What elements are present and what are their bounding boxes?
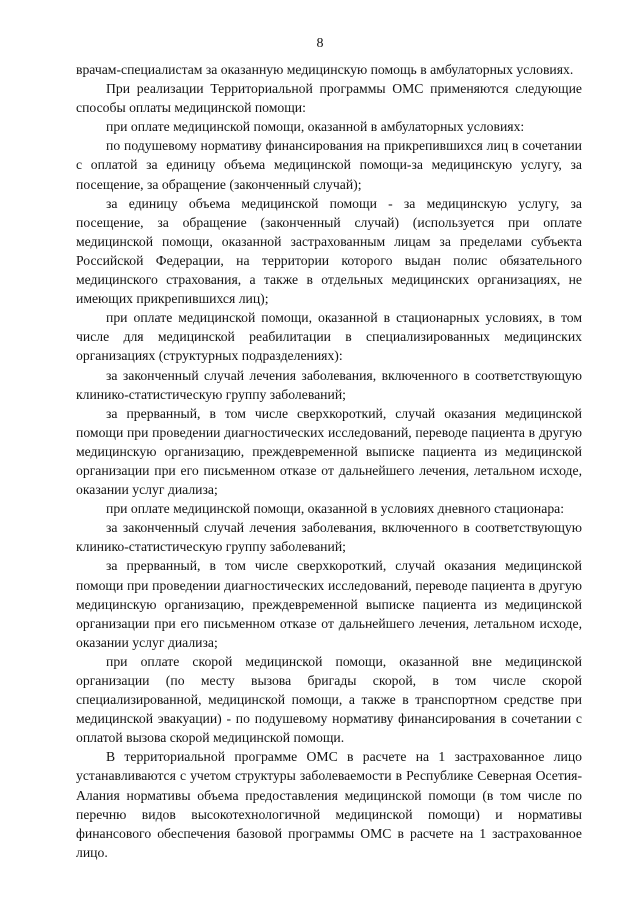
paragraph-continuation: врачам-специалистам за оказанную медицинскую помощь в амбулаторных условиях.: [76, 62, 574, 77]
paragraph-day-hospital-completed-case: за законченный случай лечения заболевания, включенного в соответствующую клинико-статистическую группу заболеваний;: [76, 520, 582, 555]
page-number: 8: [316, 36, 324, 51]
paragraph-inpatient-interrupted-case: за прерванный, в том числе сверхкороткий, случай оказания медицинской помощи при проведении диагностических исследований, переводе пациента в другую медицинскую организацию, преждевременной выписке пациента из медицинской организации при его письменном отказе от дальнейшего лечения, летальном исходе, оказании услуг диализа;: [76, 405, 582, 498]
paragraph-inpatient-heading: при оплате медицинской помощи, оказанной в стационарных условиях, в том числе для медицинской реабилитации в специализированных медицинских организациях (структурных подразделениях):: [76, 310, 582, 364]
paragraph-day-hospital-interrupted-case: за прерванный, в том числе сверхкороткий, случай оказания медицинской помощи при проведении диагностических исследований, переводе пациента в другую медицинскую организацию, преждевременной выписке пациента из медицинской организации при его письменном отказе от дальнейшего лечения, летальном исходе, оказании услуг диализа;: [76, 558, 582, 650]
paragraph-emergency-care: при оплате скорой медицинской помощи, оказанной вне медицинской организации (по месту вызова бригады скорой, в том числе скорой специализированной, медицинской помощи, а также в транспортном средстве при медицинской эвакуации) - по подушевому нормативу финансирования в сочетании с оплатой вызова скорой медицинской помощи.: [76, 653, 582, 746]
paragraph-day-hospital-heading: при оплате медицинской помощи, оказанной в условиях дневного стационара:: [106, 501, 565, 517]
document-body: [76, 60, 582, 862]
paragraph-inpatient-completed-case: за законченный случай лечения заболевания, включенного в соответствующую клинико-статистическую группу заболеваний;: [76, 367, 582, 402]
paragraph-normatives: В территориальной программе ОМС в расчете на 1 застрахованное лицо устанавливаются с учетом структуры заболеваемости в Республике Северная Осетия-Алания нормативы объема предоставления медицинской помощи (в том числе по перечню видов высокотехнологичной медицинской помощи) и нормативы финансового обеспечения базовой программы ОМС в расчете на 1 застрахованное лицо.: [76, 749, 582, 860]
paragraph-outpatient-per-unit: за единицу объема медицинской помощи - за медицинскую услугу, за посещение, за обращение (законченный случай) (используется при оплате медицинской помощи, оказанной застрахованным лицам за пределами субъекта Российской Федерации, на территории которого выдан полис обязательного медицинского страхования, а также в отдельных медицинских организациях, не имеющих прикрепившихся лиц);: [76, 195, 582, 307]
paragraph-outpatient-heading: при оплате медицинской помощи, оказанной в амбулаторных условиях:: [106, 119, 525, 135]
paragraph-outpatient-per-capita: по подушевому нормативу финансирования на прикрепившихся лиц в сочетании с оплатой за единицу объема медицинской помощи-за медицинскую услугу, за посещение, за обращение (законченный случай);: [76, 138, 582, 192]
paragraph-payment-methods-intro: При реализации Территориальной программы ОМС применяются следующие способы оплаты медицинской помощи:: [76, 81, 582, 116]
